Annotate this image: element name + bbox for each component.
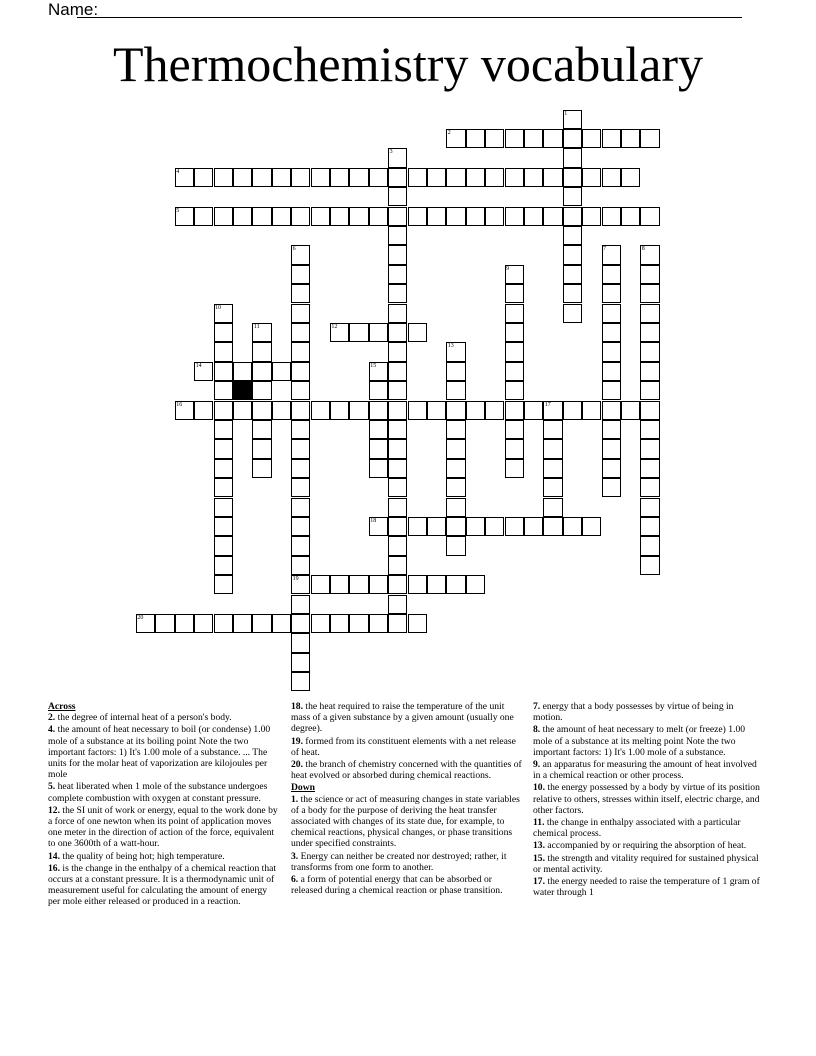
grid-cell[interactable] bbox=[214, 420, 233, 439]
grid-cell[interactable] bbox=[349, 207, 368, 226]
grid-cell[interactable] bbox=[369, 381, 388, 400]
grid-cell[interactable] bbox=[214, 575, 233, 594]
grid-cell[interactable] bbox=[602, 381, 621, 400]
grid-cell[interactable] bbox=[485, 129, 504, 148]
grid-cell[interactable] bbox=[388, 362, 407, 381]
grid-cell[interactable] bbox=[291, 595, 310, 614]
clues-column-3 bbox=[533, 701, 765, 899]
clue-number-label: 18 bbox=[370, 517, 377, 524]
grid-cell[interactable] bbox=[485, 207, 504, 226]
grid-cell[interactable] bbox=[291, 420, 310, 439]
grid-cell[interactable] bbox=[505, 168, 524, 187]
grid-cell[interactable] bbox=[524, 207, 543, 226]
grid-cell[interactable] bbox=[330, 207, 349, 226]
grid-cell[interactable] bbox=[369, 439, 388, 458]
grid-cell[interactable] bbox=[446, 478, 465, 497]
grid-cell[interactable] bbox=[214, 342, 233, 361]
grid-cell[interactable] bbox=[602, 304, 621, 323]
grid-cell[interactable] bbox=[582, 129, 601, 148]
grid-cell[interactable] bbox=[602, 342, 621, 361]
grid-cell[interactable] bbox=[621, 207, 640, 226]
grid-cell[interactable] bbox=[563, 265, 582, 284]
grid-cell[interactable] bbox=[446, 401, 465, 420]
clue-number-label: 14 bbox=[195, 362, 202, 369]
grid-cell[interactable] bbox=[563, 187, 582, 206]
grid-cell[interactable] bbox=[427, 575, 446, 594]
grid-cell[interactable] bbox=[602, 362, 621, 381]
grid-cell[interactable] bbox=[602, 168, 621, 187]
name-label: Name: bbox=[48, 0, 99, 19]
grid-cell[interactable] bbox=[446, 575, 465, 594]
clue-number-label: 1 bbox=[564, 110, 568, 117]
grid-cell[interactable] bbox=[311, 401, 330, 420]
grid-cell[interactable] bbox=[388, 439, 407, 458]
down-clue: 13. accompanied by or requiring the absorption of heat. bbox=[533, 840, 747, 852]
grid-cell[interactable] bbox=[252, 362, 271, 381]
grid-cell[interactable] bbox=[330, 168, 349, 187]
grid-cell[interactable] bbox=[311, 207, 330, 226]
clue-number-label: 9 bbox=[506, 265, 509, 272]
grid-cell[interactable] bbox=[640, 342, 659, 361]
grid-cell[interactable] bbox=[524, 168, 543, 187]
grid-cell[interactable] bbox=[563, 284, 582, 303]
grid-cell[interactable] bbox=[446, 381, 465, 400]
grid-cell[interactable] bbox=[214, 498, 233, 517]
grid-cell[interactable] bbox=[388, 304, 407, 323]
grid-cell[interactable] bbox=[233, 362, 252, 381]
clues-column-1 bbox=[48, 701, 280, 909]
grid-cell[interactable] bbox=[388, 342, 407, 361]
grid-cell[interactable] bbox=[640, 323, 659, 342]
grid-cell[interactable] bbox=[388, 381, 407, 400]
clue-number-label: 11 bbox=[253, 323, 260, 330]
grid-cell[interactable] bbox=[252, 168, 271, 187]
down-clue: 3. Energy can neither be created nor destroyed; rather, it transforms from one form to another. bbox=[291, 850, 507, 873]
grid-cell[interactable] bbox=[175, 614, 194, 633]
grid-cell[interactable] bbox=[505, 459, 524, 478]
grid-cell[interactable] bbox=[252, 381, 271, 400]
grid-cell[interactable] bbox=[349, 575, 368, 594]
grid-cell[interactable] bbox=[194, 401, 213, 420]
grid-cell[interactable] bbox=[369, 420, 388, 439]
grid-cell[interactable] bbox=[621, 168, 640, 187]
clue-number-label: 17 bbox=[544, 401, 551, 408]
grid-cell[interactable] bbox=[563, 207, 582, 226]
grid-cell[interactable] bbox=[640, 207, 659, 226]
grid-cell[interactable] bbox=[291, 168, 310, 187]
grid-cell[interactable] bbox=[214, 459, 233, 478]
grid-block bbox=[233, 381, 252, 400]
grid-cell[interactable] bbox=[602, 207, 621, 226]
grid-cell[interactable] bbox=[388, 498, 407, 517]
grid-cell[interactable] bbox=[214, 207, 233, 226]
grid-cell[interactable] bbox=[349, 401, 368, 420]
grid-cell[interactable] bbox=[369, 575, 388, 594]
grid-cell[interactable] bbox=[582, 168, 601, 187]
grid-cell[interactable] bbox=[602, 284, 621, 303]
grid-cell[interactable] bbox=[505, 304, 524, 323]
grid-cell[interactable] bbox=[446, 459, 465, 478]
grid-cell[interactable] bbox=[640, 401, 659, 420]
grid-cell[interactable] bbox=[369, 614, 388, 633]
across-clue: 5. heat liberated when 1 mole of the substance undergoes complete combustion with oxygen at constant pressure. bbox=[48, 781, 268, 804]
grid-cell[interactable] bbox=[369, 459, 388, 478]
grid-cell[interactable] bbox=[388, 556, 407, 575]
grid-cell[interactable] bbox=[291, 362, 310, 381]
clue-number-label: 2 bbox=[447, 129, 451, 136]
down-clue: 10. the energy possessed by a body by virtue of its position relative to others, stresses within itself, electric charge, and other factors. bbox=[533, 782, 760, 816]
grid-cell[interactable] bbox=[214, 401, 233, 420]
grid-cell[interactable] bbox=[330, 575, 349, 594]
grid-cell[interactable] bbox=[543, 168, 562, 187]
grid-cell[interactable] bbox=[543, 129, 562, 148]
grid-cell[interactable] bbox=[640, 265, 659, 284]
grid-cell[interactable] bbox=[233, 207, 252, 226]
clue-number-label: 7 bbox=[603, 246, 606, 253]
grid-cell[interactable] bbox=[563, 226, 582, 245]
grid-cell[interactable] bbox=[155, 614, 174, 633]
grid-cell[interactable] bbox=[349, 323, 368, 342]
grid-cell[interactable] bbox=[388, 517, 407, 536]
grid-cell[interactable] bbox=[291, 517, 310, 536]
grid-cell[interactable] bbox=[291, 284, 310, 303]
grid-cell[interactable] bbox=[466, 575, 485, 594]
grid-cell[interactable] bbox=[640, 517, 659, 536]
grid-cell[interactable] bbox=[640, 362, 659, 381]
grid-cell[interactable] bbox=[408, 614, 427, 633]
grid-cell[interactable] bbox=[543, 517, 562, 536]
grid-cell[interactable] bbox=[602, 459, 621, 478]
grid-cell[interactable] bbox=[466, 129, 485, 148]
grid-cell[interactable] bbox=[408, 575, 427, 594]
grid-cell[interactable] bbox=[640, 536, 659, 555]
grid-cell[interactable] bbox=[291, 381, 310, 400]
clue-number-label: 19 bbox=[292, 576, 299, 583]
across-clue: 16. is the change in the enthalpy of a chemical reaction that occurs at a constant pressure. It is a thermodynamic unit of measurement useful for calculating the amount of energy per mole either released or produced in a reaction. bbox=[48, 862, 277, 908]
grid-cell[interactable] bbox=[388, 323, 407, 342]
grid-cell[interactable] bbox=[505, 381, 524, 400]
grid-cell[interactable] bbox=[640, 556, 659, 575]
grid-cell[interactable] bbox=[291, 265, 310, 284]
grid-cell[interactable] bbox=[408, 517, 427, 536]
grid-cell[interactable] bbox=[640, 498, 659, 517]
grid-cell[interactable] bbox=[369, 323, 388, 342]
clue-number-label: 6 bbox=[292, 246, 296, 253]
grid-cell[interactable] bbox=[408, 207, 427, 226]
grid-cell[interactable] bbox=[602, 401, 621, 420]
grid-cell[interactable] bbox=[291, 207, 310, 226]
clue-number-label: 20 bbox=[137, 614, 144, 621]
grid-cell[interactable] bbox=[291, 672, 310, 691]
grid-cell[interactable] bbox=[252, 401, 271, 420]
clue-number-label: 4 bbox=[176, 168, 180, 175]
grid-cell[interactable] bbox=[408, 401, 427, 420]
grid-cell[interactable] bbox=[427, 207, 446, 226]
grid-cell[interactable] bbox=[214, 323, 233, 342]
grid-cell[interactable] bbox=[252, 420, 271, 439]
grid-cell[interactable] bbox=[582, 517, 601, 536]
grid-cell[interactable] bbox=[388, 575, 407, 594]
across-clue: 2. the degree of internal heat of a person's body. bbox=[48, 712, 232, 724]
grid-cell[interactable] bbox=[291, 439, 310, 458]
grid-cell[interactable] bbox=[194, 614, 213, 633]
grid-cell[interactable] bbox=[505, 342, 524, 361]
grid-cell[interactable] bbox=[640, 420, 659, 439]
grid-cell[interactable] bbox=[505, 362, 524, 381]
grid-cell[interactable] bbox=[621, 129, 640, 148]
grid-cell[interactable] bbox=[252, 439, 271, 458]
grid-cell[interactable] bbox=[388, 478, 407, 497]
clue-number-label: 13 bbox=[447, 343, 454, 350]
grid-cell[interactable] bbox=[233, 168, 252, 187]
grid-cell[interactable] bbox=[524, 129, 543, 148]
grid-cell[interactable] bbox=[388, 420, 407, 439]
grid-cell[interactable] bbox=[543, 459, 562, 478]
clue-number-label: 3 bbox=[389, 149, 393, 156]
grid-cell[interactable] bbox=[272, 168, 291, 187]
down-clue: 17. the energy needed to raise the temperature of 1 gram of water through 1 bbox=[533, 876, 760, 899]
grid-cell[interactable] bbox=[388, 168, 407, 187]
clue-number-label: 16 bbox=[176, 401, 183, 408]
grid-cell[interactable] bbox=[466, 207, 485, 226]
grid-cell[interactable] bbox=[388, 226, 407, 245]
grid-cell[interactable] bbox=[214, 556, 233, 575]
grid-cell[interactable] bbox=[233, 614, 252, 633]
grid-cell[interactable] bbox=[388, 614, 407, 633]
grid-cell[interactable] bbox=[446, 420, 465, 439]
across-clue: 12. the SI unit of work or energy, equal to the work done by a force of one newton when its point of application moves one meter in the direction of action of the force, equivalent to one 3600th of a watt-hour. bbox=[48, 804, 278, 850]
grid-cell[interactable] bbox=[602, 129, 621, 148]
grid-cell[interactable] bbox=[427, 168, 446, 187]
grid-cell[interactable] bbox=[388, 536, 407, 555]
grid-cell[interactable] bbox=[602, 478, 621, 497]
grid-cell[interactable] bbox=[505, 401, 524, 420]
grid-cell[interactable] bbox=[388, 245, 407, 264]
grid-cell[interactable] bbox=[485, 168, 504, 187]
clue-number-label: 8 bbox=[641, 246, 645, 253]
grid-cell[interactable] bbox=[388, 284, 407, 303]
grid-cell[interactable] bbox=[466, 517, 485, 536]
grid-cell[interactable] bbox=[408, 323, 427, 342]
grid-cell[interactable] bbox=[311, 575, 330, 594]
grid-cell[interactable] bbox=[505, 284, 524, 303]
grid-cell[interactable] bbox=[214, 536, 233, 555]
grid-cell[interactable] bbox=[563, 517, 582, 536]
across-clue: 14. the quality of being hot; high temperature. bbox=[48, 850, 225, 862]
grid-cell[interactable] bbox=[563, 245, 582, 264]
grid-cell[interactable] bbox=[640, 459, 659, 478]
grid-cell[interactable] bbox=[369, 207, 388, 226]
grid-cell[interactable] bbox=[427, 517, 446, 536]
grid-cell[interactable] bbox=[602, 265, 621, 284]
grid-cell[interactable] bbox=[505, 517, 524, 536]
grid-cell[interactable] bbox=[291, 536, 310, 555]
grid-cell[interactable] bbox=[602, 420, 621, 439]
grid-cell[interactable] bbox=[446, 439, 465, 458]
grid-cell[interactable] bbox=[388, 265, 407, 284]
down-clue: 15. the strength and vitality required for sustained physical or mental activity. bbox=[533, 852, 759, 875]
across-clue: 4. the amount of heat necessary to boil (or condense) 1.00 mole of a substance at its boiling point Note the two important factors: 1) It's 1.00 mole of a substance. ... The units for the molar heat of vaporization are kilojoules per mole bbox=[48, 724, 271, 781]
grid-cell[interactable] bbox=[466, 168, 485, 187]
grid-cell[interactable] bbox=[291, 478, 310, 497]
down-clue: 7. energy that a body possesses by virtue of being in motion. bbox=[533, 701, 734, 724]
grid-cell[interactable] bbox=[330, 614, 349, 633]
grid-cell[interactable] bbox=[252, 614, 271, 633]
grid-cell[interactable] bbox=[388, 595, 407, 614]
clue-number-label: 12 bbox=[331, 323, 338, 330]
grid-cell[interactable] bbox=[563, 304, 582, 323]
grid-cell[interactable] bbox=[349, 614, 368, 633]
grid-cell[interactable] bbox=[214, 381, 233, 400]
grid-cell[interactable] bbox=[543, 207, 562, 226]
grid-cell[interactable] bbox=[291, 323, 310, 342]
grid-cell[interactable] bbox=[446, 362, 465, 381]
grid-cell[interactable] bbox=[311, 614, 330, 633]
grid-cell[interactable] bbox=[214, 168, 233, 187]
down-clue: 11. the change in enthalpy associated with a particular chemical process. bbox=[533, 817, 741, 840]
grid-cell[interactable] bbox=[388, 207, 407, 226]
grid-cell[interactable] bbox=[505, 323, 524, 342]
grid-cell[interactable] bbox=[446, 536, 465, 555]
grid-cell[interactable] bbox=[194, 168, 213, 187]
grid-cell[interactable] bbox=[505, 129, 524, 148]
grid-cell[interactable] bbox=[446, 498, 465, 517]
grid-cell[interactable] bbox=[272, 401, 291, 420]
grid-cell[interactable] bbox=[388, 401, 407, 420]
grid-cell[interactable] bbox=[582, 207, 601, 226]
grid-cell[interactable] bbox=[388, 187, 407, 206]
grid-cell[interactable] bbox=[640, 284, 659, 303]
grid-cell[interactable] bbox=[311, 168, 330, 187]
grid-cell[interactable] bbox=[252, 207, 271, 226]
grid-cell[interactable] bbox=[214, 614, 233, 633]
grid-cell[interactable] bbox=[505, 420, 524, 439]
across-clue: 18. the heat required to raise the temperature of the unit mass of a given substance by a given amount (usually one degree). bbox=[291, 701, 514, 735]
across-clue: 20. the branch of chemistry concerned with the quantities of heat evolved or absorbed during chemical reactions. bbox=[291, 759, 522, 782]
grid-cell[interactable] bbox=[214, 439, 233, 458]
grid-cell[interactable] bbox=[524, 517, 543, 536]
grid-cell[interactable] bbox=[291, 614, 310, 633]
page-title: Thermochemistry vocabulary bbox=[112, 36, 704, 92]
grid-cell[interactable] bbox=[505, 439, 524, 458]
down-clue: 1. the science or act of measuring changes in state variables of a body for the purpose of deriving the heat transfer associated with changes of its state due, for example, to chemical reactions, physical changes, or phase transitions under specified constraints. bbox=[291, 793, 520, 850]
down-clue: 6. a form of potential energy that can be absorbed or released during a chemical reaction or phase transition. bbox=[291, 874, 503, 897]
grid-cell[interactable] bbox=[291, 498, 310, 517]
grid-cell[interactable] bbox=[602, 439, 621, 458]
down-clue: 9. an apparatus for measuring the amount of heat involved in a chemical reaction or other process. bbox=[533, 759, 757, 782]
grid-cell[interactable] bbox=[291, 342, 310, 361]
grid-cell[interactable] bbox=[582, 401, 601, 420]
grid-cell[interactable] bbox=[466, 401, 485, 420]
grid-cell[interactable] bbox=[291, 401, 310, 420]
grid-cell[interactable] bbox=[291, 633, 310, 652]
grid-cell[interactable] bbox=[369, 401, 388, 420]
grid-cell[interactable] bbox=[602, 323, 621, 342]
grid-cell[interactable] bbox=[272, 207, 291, 226]
grid-cell[interactable] bbox=[640, 381, 659, 400]
grid-cell[interactable] bbox=[563, 401, 582, 420]
grid-cell[interactable] bbox=[291, 304, 310, 323]
clue-number-label: 5 bbox=[176, 207, 180, 214]
grid-cell[interactable] bbox=[640, 439, 659, 458]
grid-cell[interactable] bbox=[640, 129, 659, 148]
grid-cell[interactable] bbox=[369, 168, 388, 187]
grid-cell[interactable] bbox=[214, 478, 233, 497]
grid-cell[interactable] bbox=[349, 168, 368, 187]
grid-cell[interactable] bbox=[194, 207, 213, 226]
across-heading: Across bbox=[48, 701, 76, 712]
grid-cell[interactable] bbox=[485, 401, 504, 420]
grid-cell[interactable] bbox=[543, 439, 562, 458]
grid-cell[interactable] bbox=[485, 517, 504, 536]
grid-cell[interactable] bbox=[446, 517, 465, 536]
down-heading: Down bbox=[291, 782, 315, 794]
grid-cell[interactable] bbox=[427, 401, 446, 420]
grid-cell[interactable] bbox=[543, 420, 562, 439]
grid-cell[interactable] bbox=[543, 498, 562, 517]
grid-cell[interactable] bbox=[272, 614, 291, 633]
grid-cell[interactable] bbox=[252, 459, 271, 478]
grid-cell[interactable] bbox=[252, 342, 271, 361]
clues-column-2 bbox=[291, 701, 523, 897]
grid-cell[interactable] bbox=[505, 207, 524, 226]
grid-cell[interactable] bbox=[291, 459, 310, 478]
grid-cell[interactable] bbox=[563, 129, 582, 148]
clue-number-label: 10 bbox=[215, 304, 221, 311]
across-clue: 19. formed from its constituent elements with a net release of heat. bbox=[291, 735, 516, 758]
grid-cell[interactable] bbox=[291, 653, 310, 672]
grid-cell[interactable] bbox=[388, 459, 407, 478]
grid-cell[interactable] bbox=[543, 478, 562, 497]
grid-cell[interactable] bbox=[640, 478, 659, 497]
grid-cell[interactable] bbox=[214, 362, 233, 381]
grid-cell[interactable] bbox=[563, 148, 582, 167]
grid-cell[interactable] bbox=[408, 168, 427, 187]
grid-cell[interactable] bbox=[233, 401, 252, 420]
grid-cell[interactable] bbox=[330, 401, 349, 420]
grid-cell[interactable] bbox=[446, 168, 465, 187]
grid-cell[interactable] bbox=[524, 401, 543, 420]
grid-cell[interactable] bbox=[640, 304, 659, 323]
grid-cell[interactable] bbox=[621, 401, 640, 420]
grid-cell[interactable] bbox=[214, 517, 233, 536]
grid-cell[interactable] bbox=[272, 362, 291, 381]
clue-number-label: 15 bbox=[370, 362, 377, 369]
grid-cell[interactable] bbox=[563, 168, 582, 187]
down-clue: 8. the amount of heat necessary to melt (or freeze) 1.00 mole of a substance at its melting point Note the two important factors: 1) It's 1.00 mole of a substance. bbox=[533, 724, 746, 758]
grid-cell[interactable] bbox=[446, 207, 465, 226]
grid-cell[interactable] bbox=[291, 556, 310, 575]
